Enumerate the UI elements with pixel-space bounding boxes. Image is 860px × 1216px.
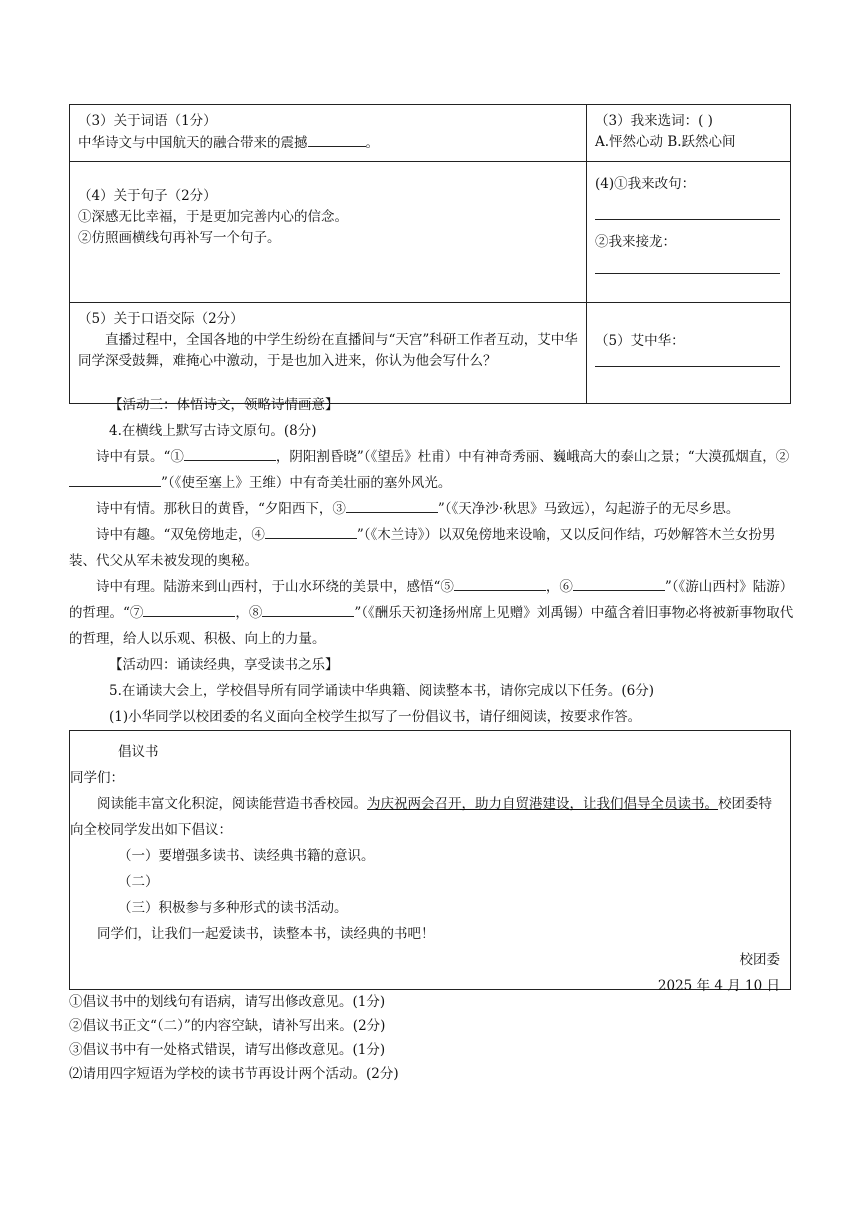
sub-question-2: ②倡议书正文“（二）”的内容空缺，请补写出来。(2分)	[69, 1018, 386, 1034]
row5-right-cell	[587, 303, 791, 404]
poem-paragraph-4: 诗中有理。陆游来到山西村，于山水环绕的美景中，感悟“⑤ ，⑥ ”（《游山西村》陆游）的哲理。“⑦ ，⑧ ”（《酬乐天初逢扬州席上见赠》刘禹锡）中蕴含着旧事物必将被新事物取代的哲理，给人以乐观、积极、向上的力量。	[69, 574, 799, 652]
row4-item2: ②仿照画横线句再补写一个句子。	[78, 230, 281, 246]
row4-right-cell	[587, 162, 791, 303]
row3-right-cell	[587, 105, 791, 162]
answer-line[interactable]	[595, 352, 780, 367]
letter-item-2: （二）	[118, 874, 159, 890]
letter-date: 2025 年 4 月 10 日	[657, 978, 780, 994]
question-4: 4.在横线上默写古诗文原句。(8分)	[109, 423, 317, 439]
answer-blank[interactable]	[262, 602, 354, 617]
table-row	[70, 303, 791, 404]
activity3-section	[69, 392, 799, 730]
row5-right-label: （5）艾中华：	[595, 333, 685, 349]
letter-signature: 校团委	[739, 952, 780, 968]
answer-blank[interactable]	[184, 446, 276, 461]
activity3-heading: 【活动三：体悟诗文，领略诗情画意】	[109, 397, 339, 413]
question-table	[69, 104, 791, 404]
sub-question-3: ③倡议书中有一处格式错误，请写出修改意见。(1分)	[69, 1042, 386, 1058]
activity4-heading: 【活动四：诵读经典，享受读书之乐】	[109, 657, 339, 673]
sub-question-1: ①倡议书中的划线句有语病，请写出修改意见。(1分)	[69, 994, 386, 1010]
letter-salutation: 同学们：	[70, 770, 124, 786]
question-5-1: (1)小华同学以校团委的名义面向全校学生拟写了一份倡议书，请仔细阅读，按要求作答。	[109, 709, 642, 725]
row4-left-title: （4）关于句子（2分）	[78, 188, 217, 204]
proposal-letter-box	[69, 730, 791, 994]
sub-question-4: ⑵请用四字短语为学校的读书节再设计两个活动。(2分)	[69, 1066, 399, 1082]
letter-title: 倡议书	[118, 744, 159, 760]
letter-item-1: （一）要增强多读书、读经典书籍的意识。	[118, 848, 375, 864]
table-row	[70, 105, 791, 162]
row5-left-text: 直播过程中，全国各地的中学生纷纷在直播间与“天宫”科研工作者互动，艾中华同学深受鼓舞，难掩心中激动，于是也加入进来，你认为他会写什么？	[78, 332, 578, 369]
poem-paragraph-3: 诗中有趣。“双兔傍地走，④ ”（《木兰诗》）以双兔傍地来设喻，又以反问作结，巧妙解答木兰女扮男装、代父从军未被发现的奥秘。	[69, 522, 799, 574]
row5-left-cell	[70, 303, 587, 404]
answer-blank[interactable]	[265, 524, 357, 539]
answer-blank[interactable]	[573, 576, 665, 591]
answer-line[interactable]	[595, 205, 780, 220]
row4-right-item1: (4)①我来改句：	[595, 176, 696, 192]
row4-left-cell	[70, 162, 587, 303]
question-5: 5.在诵读大会上，学校倡导所有同学诵读中华典籍、阅读整本书，请你完成以下任务。(6分)	[109, 683, 655, 699]
letter-item-3: （三）积极参与多种形式的读书活动。	[118, 900, 348, 916]
row3-left-cell	[70, 105, 587, 162]
answer-blank[interactable]	[143, 602, 235, 617]
letter-body: 阅读能丰富文化积淀，阅读能营造书香校园。为庆祝两会召开，助力自贸港建设，让我们倡导全员读书。校团委特向全校同学发出如下倡议：	[70, 796, 772, 838]
letter-closing: 同学们，让我们一起爱读书，读整本书，读经典的书吧！	[97, 926, 435, 942]
table-row	[70, 162, 791, 303]
answer-blank[interactable]	[308, 132, 366, 147]
row5-left-title: （5）关于口语交际（2分）	[78, 311, 244, 327]
answer-blank[interactable]	[346, 498, 438, 513]
answer-line[interactable]	[595, 259, 780, 274]
row4-right-item2: ②我来接龙：	[595, 234, 676, 250]
poem-paragraph-1: 诗中有景。“① ，阴阳割昏晓”（《望岳》杜甫）中有神奇秀丽、巍峨高大的泰山之景；“大漠孤烟直，②”（《使至塞上》王维）中有奇美壮丽的塞外风光。	[69, 444, 799, 496]
answer-blank[interactable]	[454, 576, 546, 591]
row3-left-text: 中华诗文与中国航天的融合带来的震撼 。	[78, 132, 578, 154]
answer-blank[interactable]	[69, 472, 161, 487]
row4-item1: ①深感无比幸福，于是更加完善内心的信念。	[78, 209, 348, 225]
underlined-sentence: 为庆祝两会召开，助力自贸港建设，让我们倡导全员读书。	[367, 796, 718, 812]
sub-questions	[69, 990, 799, 1086]
row3-options: A.怦然心动 B.跃然心间	[595, 134, 736, 150]
row3-right-title: （3）我来选词：( )	[595, 113, 713, 129]
poem-paragraph-2: 诗中有情。那秋日的黄昏，“夕阳西下，③ ”（《天净沙·秋思》马致远），勾起游子的无尽乡思。	[69, 496, 799, 522]
row3-left-title: （3）关于词语（1分）	[78, 113, 217, 129]
